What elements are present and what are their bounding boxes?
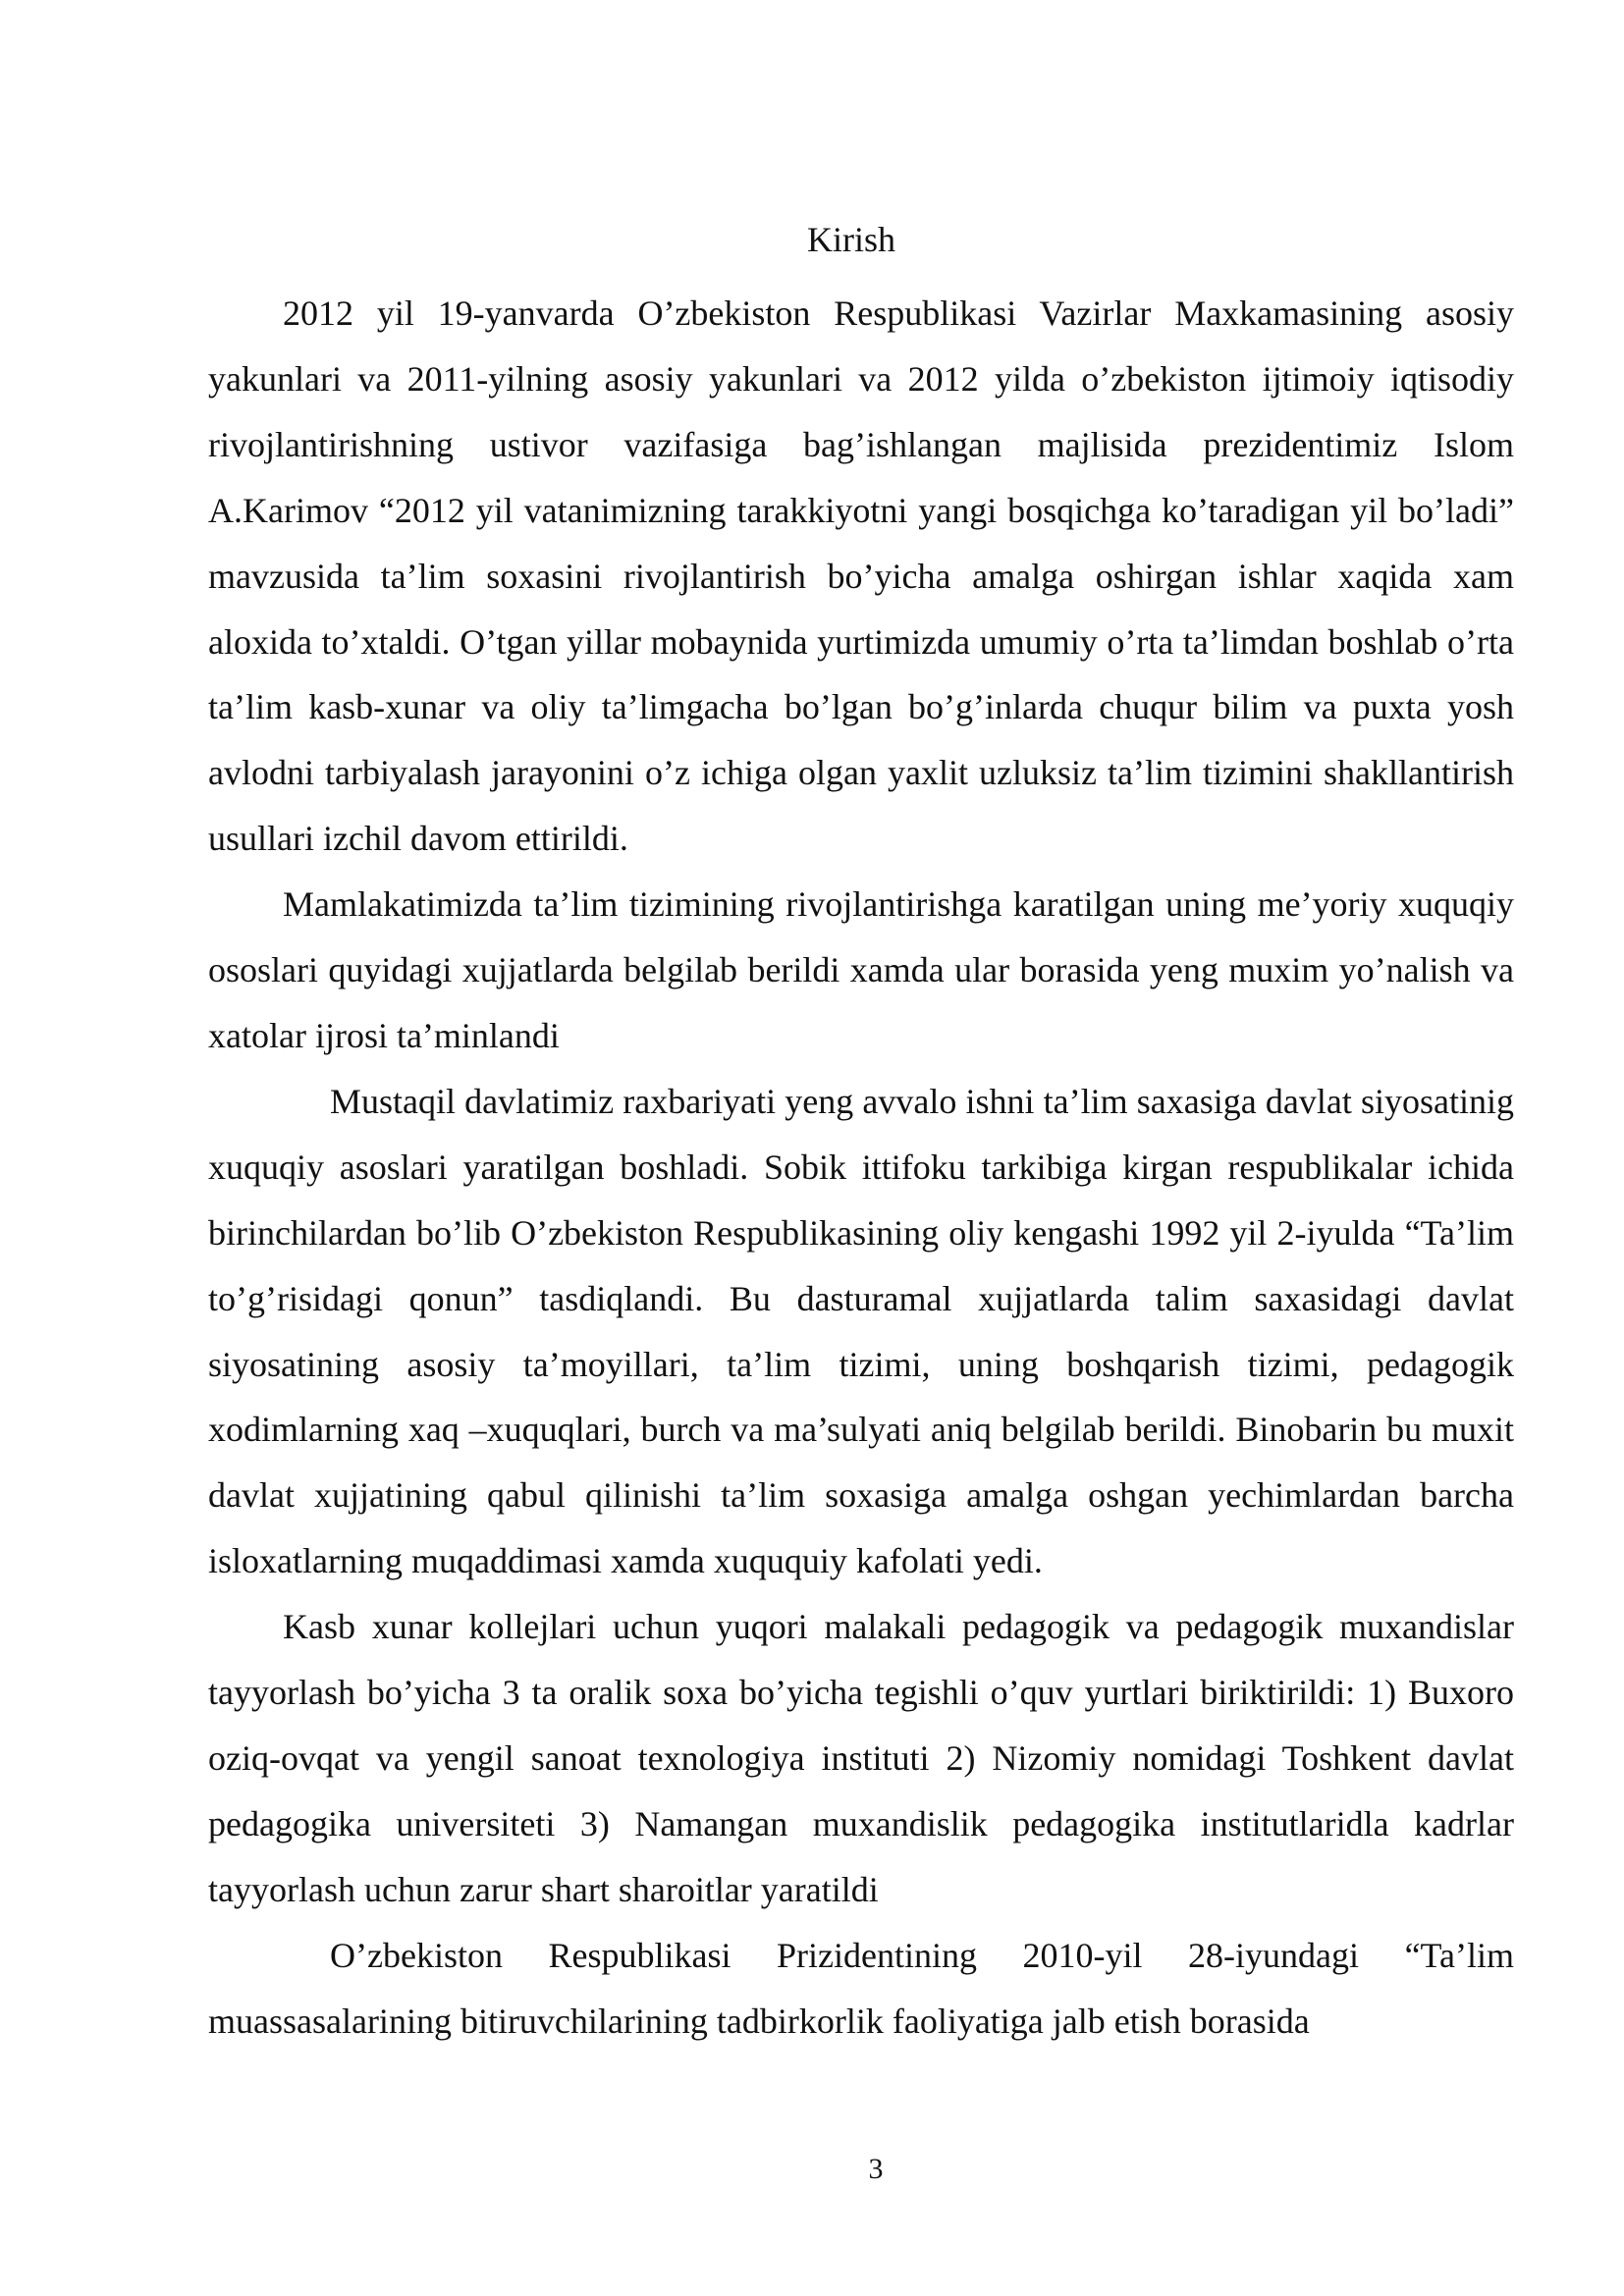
paragraph-3: Mustaqil davlatimiz raxbariyati yeng avvalo ishni ta’lim saxasiga davlat siyosatinig xuquqiy asoslari yaratilgan boshladi. Sobik ittifoku tarkibiga kirgan respublikalar ichida birinchilardan bo’lib O’zbekiston Respublikasining oliy kengashi 1992 yil 2-iyulda “Ta’lim to’g’risidagi qonun” tasdiqlandi. Bu dasturamal xujjatlarda talim saxasidagi davlat siyosatining asosiy ta’moyillari, ta’lim tizimi, uning boshqarish tizimi, pedagogik xodimlarning xaq –xuquqlari, burch va ma’sulyati aniq belgilab berildi. Binobarin bu muxit davlat xujjatining qabul qilinishi ta’lim soxasiga amalga oshgan yechimlardan barcha isloxatlarning muqaddimasi xamda xuququiy kafolati yedi. <box>208 1081 1514 1581</box>
body-text <box>208 281 1514 2054</box>
paragraph-5: O’zbekiston Respublikasi Prizidentining 2010-yil 28-iyundagi “Ta’lim muassasalarining bitiruvchilarining tadbirkorlik faoliyatiga jalb etish borasida <box>208 1935 1514 2041</box>
paragraph-1: 2012 yil 19-yanvarda O’zbekiston Respublikasi Vazirlar Maxkamasining asosiy yakunlari va 2011-yilning asosiy yakunlari va 2012 yilda o’zbekiston ijtimoiy iqtisodiy rivojlantirishning ustivor vazifasiga bag’ishlangan majlisida prezidentimiz Islom A.Karimov “2012 yil vatanimizning tarakkiyotni yangi bosqichga ko’taradigan yil bo’ladi” mavzusida ta’lim soxasini rivojlantirish bo’yicha amalga oshirgan ishlar xaqida xam aloxida to’xtaldi. O’tgan yillar mobaynida yurtimizda umumiy o’rta ta’limdan boshlab o’rta ta’lim kasb-xunar va oliy ta’limgacha bo’lgan bo’g’inlarda chuqur bilim va puxta yosh avlodni tarbiyalash jarayonini o’z ichiga olgan yaxlit uzluksiz ta’lim tizimini shakllantirish usullari izchil davom ettirildi. <box>208 294 1514 859</box>
paragraph-4: Kasb xunar kollejlari uchun yuqori malakali pedagogik va pedagogik muxandislar tayyorlash bo’yicha 3 ta oralik soxa bo’yicha tegishli o’quv yurtlari biriktirildi: 1) Buxoro oziq-ovqat va yengil sanoat texnologiya instituti 2) Nizomiy nomidagi Toshkent davlat pedagogika universiteti 3) Namangan muxandislik pedagogika institutlaridla kadrlar tayyorlash uchun zarur shart sharoitlar yaratildi <box>208 1607 1514 1909</box>
page-number: 3 <box>868 2153 884 2185</box>
paragraph-2: Mamlakatimizda ta’lim tizimining rivojlantirishga karatilgan uning me’yoriy xuquqiy ososlari quyidagi xujjatlarda belgilab berildi xamda ular borasida yeng muxim yo’nalish va xatolar ijrosi ta’minlandi <box>208 884 1514 1055</box>
page-heading: Kirish <box>807 220 895 259</box>
